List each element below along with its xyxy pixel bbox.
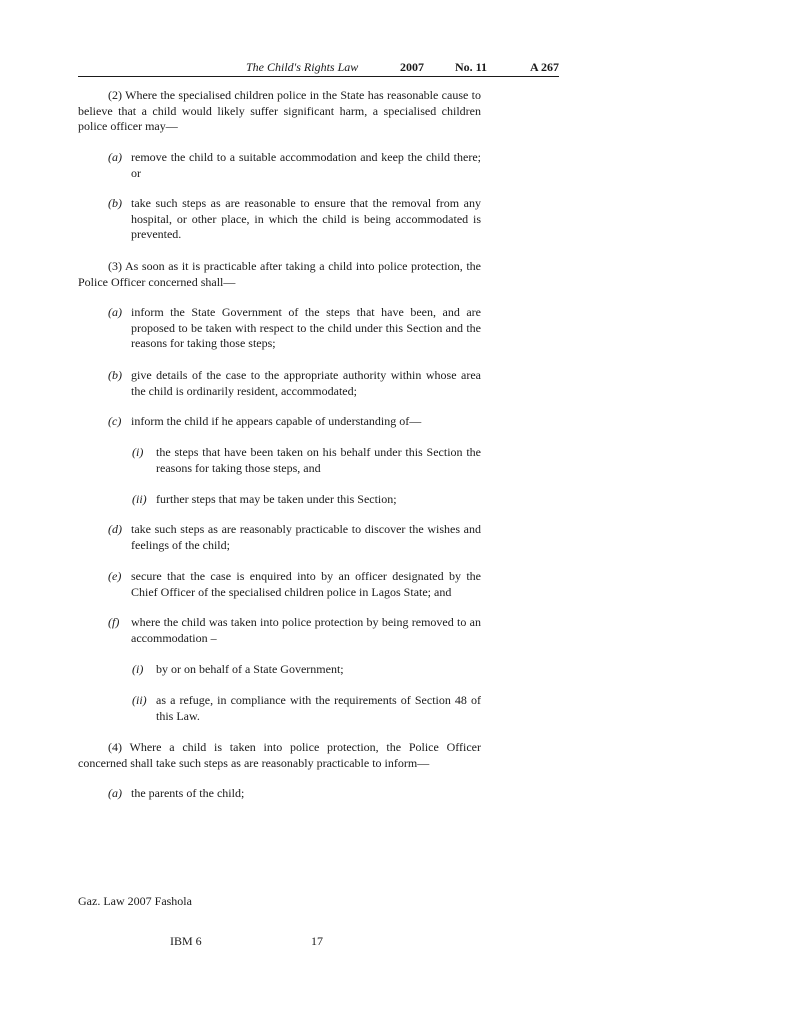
- footer-gazette-note: Gaz. Law 2007 Fashola: [78, 894, 192, 908]
- item-text: the parents of the child;: [131, 786, 245, 800]
- item-text: where the child was taken into police protection by being removed to an accommodation –: [131, 615, 481, 645]
- item-label: (a): [108, 786, 122, 800]
- item-text: take such steps as are reasonably practicable to discover the wishes and feelings of the child;: [131, 522, 481, 552]
- footer-sheet-number: 17: [311, 934, 323, 948]
- item-label: (i): [132, 445, 144, 459]
- item-label: (b): [108, 196, 122, 210]
- subsection-3-c-i: [132, 445, 481, 476]
- subsection-3-c: [108, 414, 481, 430]
- item-label: (b): [108, 368, 122, 382]
- item-text: inform the State Government of the steps that have been, and are proposed to be taken with respect to the child under this Section and the reasons for taking those steps;: [131, 305, 481, 350]
- subsection-3-f: [108, 615, 481, 646]
- item-text: by or on behalf of a State Government;: [156, 662, 344, 676]
- item-label: (e): [108, 569, 122, 583]
- footer-print-code: IBM 6: [170, 934, 202, 948]
- item-text: give details of the case to the appropriate authority within whose area the child is ordinarily resident, accommodated;: [131, 368, 481, 398]
- item-label: (a): [108, 150, 122, 164]
- subsection-2-b: [108, 196, 481, 243]
- item-label: (ii): [132, 693, 147, 707]
- header-rule: [78, 76, 559, 77]
- subsection-3-e: [108, 569, 481, 600]
- running-header: [78, 60, 559, 76]
- subsection-3-d: [108, 522, 481, 553]
- item-text: take such steps as are reasonable to ensure that the removal from any hospital, or other place, in which the child is being accommodated is prevented.: [131, 196, 481, 241]
- item-text: remove the child to a suitable accommodation and keep the child there; or: [131, 150, 481, 180]
- item-text: inform the child if he appears capable of understanding of—: [131, 414, 422, 428]
- header-page-number: A 267: [529, 60, 559, 74]
- subsection-3-f-i: [132, 662, 481, 678]
- header-law-title: The Child's Rights Law: [246, 60, 359, 74]
- item-text: as a refuge, in compliance with the requirements of Section 48 of this Law.: [156, 693, 481, 723]
- subsection-4-a: [108, 786, 481, 802]
- subsection-3: (3) As soon as it is practicable after taking a child into police protection, the Police Officer concerned shall—: [78, 259, 481, 289]
- subsection-4: (4) Where a child is taken into police protection, the Police Officer concerned shall take such steps as are reasonably practicable to inform—: [78, 740, 481, 770]
- item-label: (a): [108, 305, 122, 319]
- item-label: (d): [108, 522, 122, 536]
- subsection-3-b: [108, 368, 481, 399]
- subsection-3-c-ii: [132, 492, 481, 508]
- subsection-3-a: [108, 305, 481, 352]
- item-text: the steps that have been taken on his behalf under this Section the reasons for taking those steps, and: [156, 445, 481, 475]
- subsection-2: (2) Where the specialised children police in the State has reasonable cause to believe that a child would likely suffer significant harm, a specialised children police officer may—: [78, 88, 481, 133]
- subsection-2-a: [108, 150, 481, 181]
- item-label: (i): [132, 662, 144, 676]
- item-label: (ii): [132, 492, 147, 506]
- item-text: secure that the case is enquired into by an officer designated by the Chief Officer of the specialised children police in Lagos State; and: [131, 569, 481, 599]
- item-label: (f): [108, 615, 120, 629]
- item-text: further steps that may be taken under this Section;: [156, 492, 397, 506]
- item-label: (c): [108, 414, 122, 428]
- header-law-number: No. 11: [455, 60, 488, 74]
- header-year: 2007: [400, 60, 424, 74]
- subsection-3-f-ii: [132, 693, 481, 724]
